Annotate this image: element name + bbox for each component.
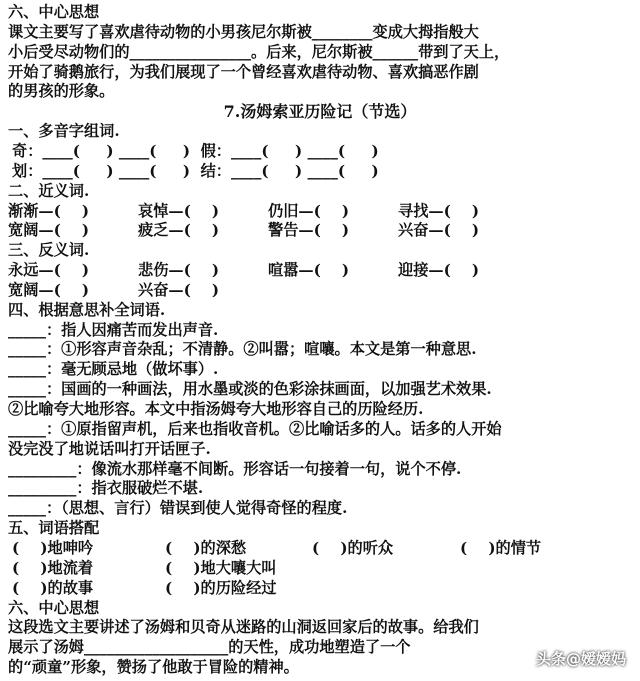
exercise-item: ( )地大嚷大叫 <box>165 558 277 577</box>
definition-line: _________：指衣服破烂不堪. <box>8 479 204 498</box>
exercise-item: 喧嚣—( ) <box>268 261 350 279</box>
exercise-item: ( )的历险经过 <box>165 578 277 597</box>
exercise-item: ( )的情节 <box>460 538 542 557</box>
exercise-item: ( )的深愁 <box>165 538 247 557</box>
exercise-item: 仍旧—( ) <box>268 201 350 220</box>
paragraph-line: 小后受尽动物们的________________。后来，尼尔斯被______带到了天上， <box>8 42 510 61</box>
section-heading: 三、反义词. <box>8 241 90 260</box>
exercise-item: 悲伤—( ) <box>138 261 220 279</box>
watermark-text: 头条@嫒嫒妈 <box>535 650 626 668</box>
exercise-item: 迎接—( ) <box>398 261 480 279</box>
paragraph-line: 课文主要写了喜欢虐待动物的小男孩尼尔斯被________变成大拇指般大 <box>8 22 479 41</box>
exercise-row: 奇：____( ) ____( ) 假：____( ) ____( ) <box>12 141 379 160</box>
definition-line: _____：（思想、言行）错误到使人觉得奇怪的程度. <box>8 499 348 518</box>
section-heading: 一、多音字组词. <box>8 122 120 141</box>
section-heading: 四、根据意思补全词语. <box>8 300 166 319</box>
exercise-item: 哀悼—( ) <box>138 201 220 220</box>
exercise-item: 寻找—( ) <box>398 201 480 220</box>
section-heading: 六、中心思想 <box>8 598 100 617</box>
section-heading: 二、近义词. <box>8 181 90 200</box>
paragraph-line: 展示了汤姆___________________的天性，成功地塑造了一个 <box>8 638 411 657</box>
exercise-item: 警告—( ) <box>268 221 350 240</box>
definition-line: _____：毫无顾忌地（做坏事）. <box>8 360 219 379</box>
exercise-item: ( )地呻吟 <box>12 538 94 557</box>
definition-line: _____：指人因痛苦而发出声音. <box>8 320 219 339</box>
exercise-item: 渐渐—( ) <box>8 201 90 220</box>
exercise-row: 划：____( ) ____( ) 结：____( ) ____( ) <box>12 161 379 180</box>
definition-line: _________：像流水那样毫不间断。形容话一句接着一句，说个不停. <box>8 459 462 478</box>
definition-line: _____：①形容声音杂乱；不清静。②叫嚣；喧嚷。本文是第一种意思. <box>8 340 477 359</box>
exercise-item: 疲乏—( ) <box>138 221 220 240</box>
exercise-item: ( )的听众 <box>312 538 394 557</box>
definition-line: ②比喻夸大地形容。本文中指汤姆夸大地形容自己的历险经历. <box>8 400 424 418</box>
exercise-item: 宽阔—( ) <box>8 221 90 240</box>
paragraph-line: 开始了骑鹅旅行，为我们展现了一个曾经喜欢虐待动物、喜欢搞恶作剧 <box>8 62 479 81</box>
section-heading: 六、中心思想 <box>8 3 100 21</box>
lesson-title: 7.汤姆索亚历险记（节选） <box>223 102 417 122</box>
exercise-item: ( )地流着 <box>12 558 94 577</box>
paragraph-line: 的男孩的形象。 <box>8 82 115 101</box>
paragraph-line: 的“顽童”形象，赞扬了他敢于冒险的精神。 <box>8 658 299 676</box>
exercise-item: ( )的故事 <box>12 578 94 597</box>
exercise-item: 永远—( ) <box>8 261 90 279</box>
exercise-item: 兴奋—( ) <box>138 280 220 299</box>
paragraph-line: 这段选文主要讲述了汤姆和贝奇从迷路的山洞返回家后的故事。给我们 <box>8 618 479 637</box>
section-heading: 五、词语搭配 <box>8 519 100 538</box>
definition-line: _____：国画的一种画法，用水墨或淡的色彩涂抹画面，以加强艺术效果. <box>8 380 492 399</box>
exercise-item: 宽阔—( ) <box>8 280 90 299</box>
definition-line: 没完没了地说话叫打开话匣子. <box>8 439 211 458</box>
definition-line: _____：①原指留声机，后来也指收音机。②比喻话多的人。话多的人开始 <box>8 419 502 438</box>
exercise-item: 兴奋—( ) <box>398 221 480 240</box>
